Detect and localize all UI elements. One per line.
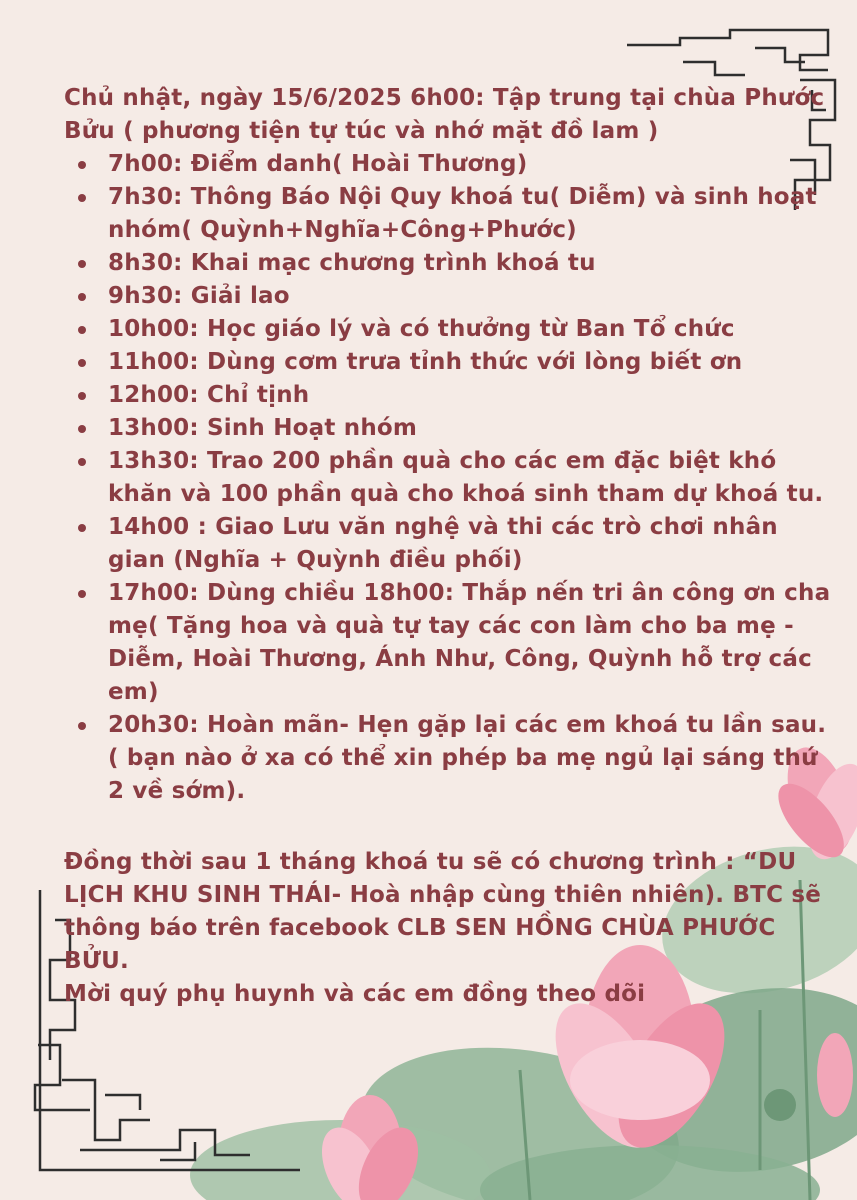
- schedule-item: [64, 313, 834, 346]
- bullet-icon: [78, 524, 86, 532]
- schedule-list: [64, 148, 834, 808]
- schedule-item-text: 10h00: Học giáo lý và có thưởng từ Ban Tổ chức: [108, 316, 735, 342]
- schedule-item: [64, 148, 834, 181]
- bullet-icon: [78, 161, 86, 169]
- schedule-item: [64, 379, 834, 412]
- schedule-item: [64, 280, 834, 313]
- schedule-item: [64, 346, 834, 379]
- bullet-icon: [78, 194, 86, 202]
- schedule-item: [64, 412, 834, 445]
- announcement-footer: [64, 846, 834, 1011]
- schedule-item: [64, 445, 834, 511]
- schedule-item: [64, 709, 834, 808]
- schedule-item-text: 8h30: Khai mạc chương trình khoá tu: [108, 250, 596, 276]
- bullet-icon: [78, 392, 86, 400]
- bullet-icon: [78, 425, 86, 433]
- schedule-item: [64, 511, 834, 577]
- schedule-item-text: 9h30: Giải lao: [108, 283, 290, 309]
- bullet-icon: [78, 590, 86, 598]
- schedule-item: [64, 181, 834, 247]
- schedule-item-text: 17h00: Dùng chiều 18h00: Thắp nến tri ân công ơn cha mẹ( Tặng hoa và quà tự tay các con làm cho ba mẹ - Diễm, Hoài Thương, Ánh Như, Công, Quỳnh hỗ trợ các em): [108, 580, 831, 705]
- schedule-item: [64, 577, 834, 709]
- schedule-item-text: 12h00: Chỉ tịnh: [108, 382, 310, 408]
- schedule-item-text: 13h00: Sinh Hoạt nhóm: [108, 415, 418, 441]
- schedule-item-text: 7h00: Điểm danh( Hoài Thương): [108, 151, 528, 177]
- invitation-line: Mời quý phụ huynh và các em đồng theo dõi: [64, 981, 646, 1007]
- bullet-icon: [78, 260, 86, 268]
- bullet-icon: [78, 326, 86, 334]
- schedule-item-text: 13h30: Trao 200 phần quà cho các em đặc biệt khó khăn và 100 phần quà cho khoá sinh tham dự khoá tu.: [108, 448, 824, 507]
- bullet-icon: [78, 458, 86, 466]
- bullet-icon: [78, 722, 86, 730]
- gathering-intro: Chủ nhật, ngày 15/6/2025 6h00: Tập trung tại chùa Phước Bửu ( phương tiện tự túc và nhớ mặt đồ lam ): [64, 85, 825, 144]
- schedule-item-text: 7h30: Thông Báo Nội Quy khoá tu( Diễm) và sinh hoạt nhóm( Quỳnh+Nghĩa+Công+Phước): [108, 184, 817, 243]
- bullet-icon: [78, 359, 86, 367]
- schedule-item: [64, 247, 834, 280]
- schedule-item-text: 20h30: Hoàn mãn- Hẹn gặp lại các em khoá tu lần sau. ( bạn nào ở xa có thể xin phép ba mẹ ngủ lại sáng thứ 2 về sớm).: [108, 712, 827, 804]
- schedule-item-text: 14h00 : Giao Lưu văn nghệ và thi các trò chơi nhân gian (Nghĩa + Quỳnh điều phối): [108, 514, 778, 573]
- bullet-icon: [78, 293, 86, 301]
- notice-text: [64, 82, 834, 1011]
- schedule-item-text: 11h00: Dùng cơm trưa tỉnh thức với lòng biết ơn: [108, 349, 743, 375]
- eco-tour-announcement: Đồng thời sau 1 tháng khoá tu sẽ có chương trình : “DU LỊCH KHU SINH THÁI- Hoà nhập cùng thiên nhiên). BTC sẽ thông báo trên facebook CLB SEN HỒNG CHÙA PHƯỚC BỬU.: [64, 849, 822, 974]
